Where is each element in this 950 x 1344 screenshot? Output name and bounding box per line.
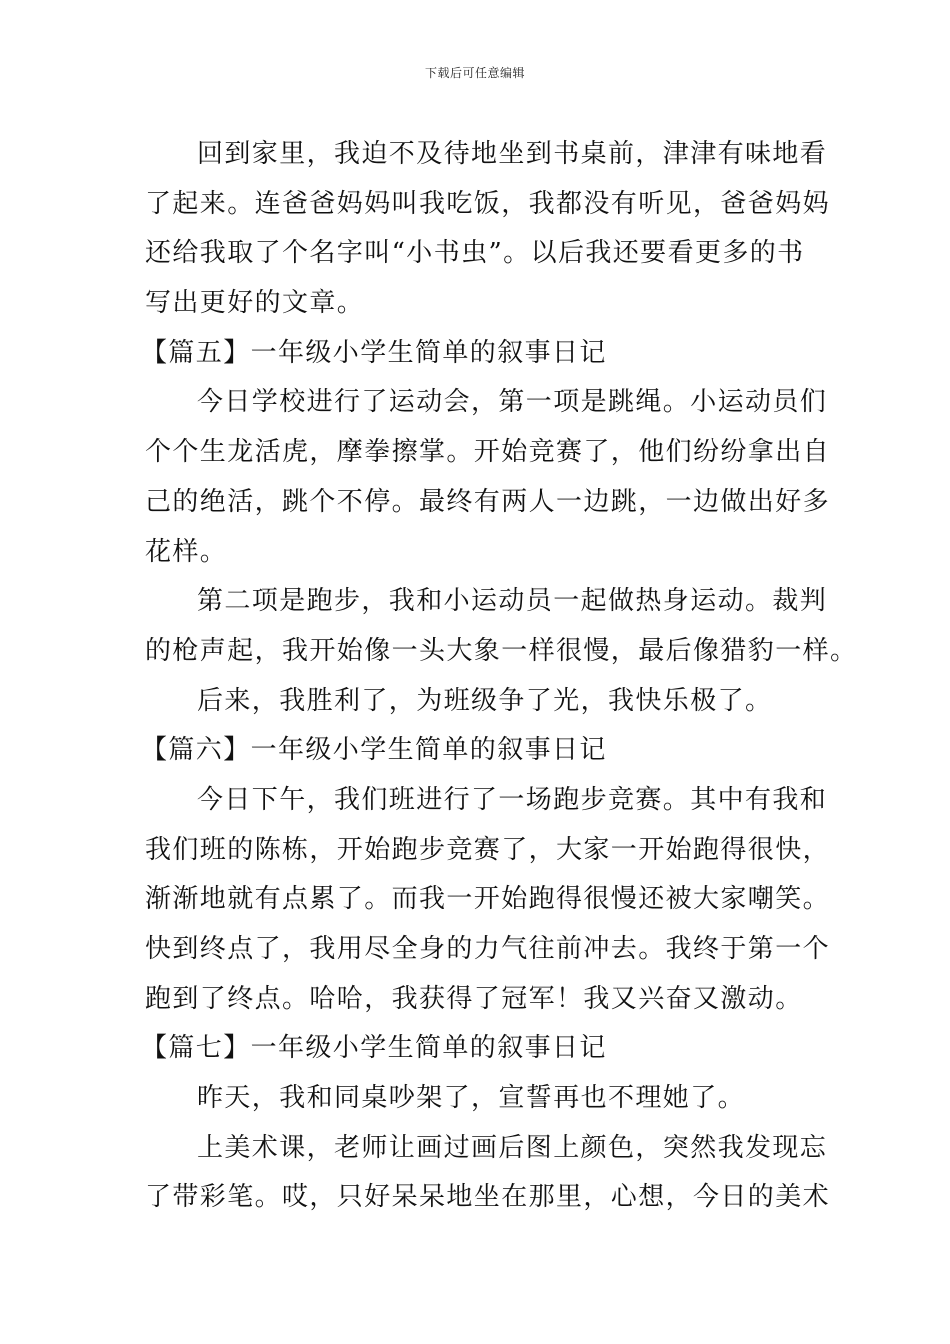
paragraph-line: 昨天，我和同桌吵架了，宣誓再也不理她了。 <box>197 1083 746 1114</box>
paragraph-line: 上美术课，老师让画过画后图上颜色，突然我发现忘 <box>197 1132 828 1163</box>
paragraph-line: 花样。 <box>145 536 228 567</box>
paragraph-line: 回到家里，我迫不及待地坐到书桌前，津津有味地看 <box>197 139 828 169</box>
paragraph-line: 了带彩笔。哎，只好呆呆地坐在那里，心想，今日的美术 <box>145 1182 831 1213</box>
paragraph-line: 还给我取了个名字叫“小书虫”。以后我还要看更多的书 <box>145 238 805 269</box>
paragraph-line: 写出更好的文章。 <box>145 288 365 319</box>
paragraph-line: 我们班的陈栋，开始跑步竞赛了，大家一开始跑得很快， <box>145 834 831 865</box>
paragraph-line: 后来，我胜利了，为班级争了光，我快乐极了。 <box>197 685 773 716</box>
page-header: 下载后可任意编辑 <box>424 66 525 80</box>
paragraph-line: 第二项是跑步，我和小运动员一起做热身运动。裁判 <box>197 586 828 617</box>
paragraph-line: 渐渐地就有点累了。而我一开始跑得很慢还被大家嘲笑。 <box>145 884 831 915</box>
paragraph-line: 己的绝活，跳个不停。最终有两人一边跳，一边做出好多 <box>145 486 831 517</box>
section-heading: 【篇七】一年级小学生简单的叙事日记 <box>141 1033 607 1064</box>
paragraph-line: 快到终点了，我用尽全身的力气往前冲去。我终于第一个 <box>145 934 831 964</box>
paragraph-line: 个个生龙活虎，摩拳擦掌。开始竞赛了，他们纷纷拿出自 <box>145 437 831 468</box>
document-body <box>141 130 858 1223</box>
paragraph-line: 今日学校进行了运动会，第一项是跳绳。小运动员们 <box>197 387 828 418</box>
paragraph-line: 跑到了终点。哈哈，我获得了冠军！我又兴奋又激动。 <box>145 983 803 1014</box>
section-heading: 【篇五】一年级小学生简单的叙事日记 <box>141 337 607 368</box>
paragraph-line: 今日下午，我们班进行了一场跑步竞赛。其中有我和 <box>197 784 828 815</box>
paragraph-line: 的枪声起，我开始像一头大象一样很慢，最后像猎豹一样。 <box>145 635 858 666</box>
paragraph-line: 了起来。连爸爸妈妈叫我吃饭，我都没有听见，爸爸妈妈 <box>145 188 831 219</box>
section-heading: 【篇六】一年级小学生简单的叙事日记 <box>141 735 607 766</box>
